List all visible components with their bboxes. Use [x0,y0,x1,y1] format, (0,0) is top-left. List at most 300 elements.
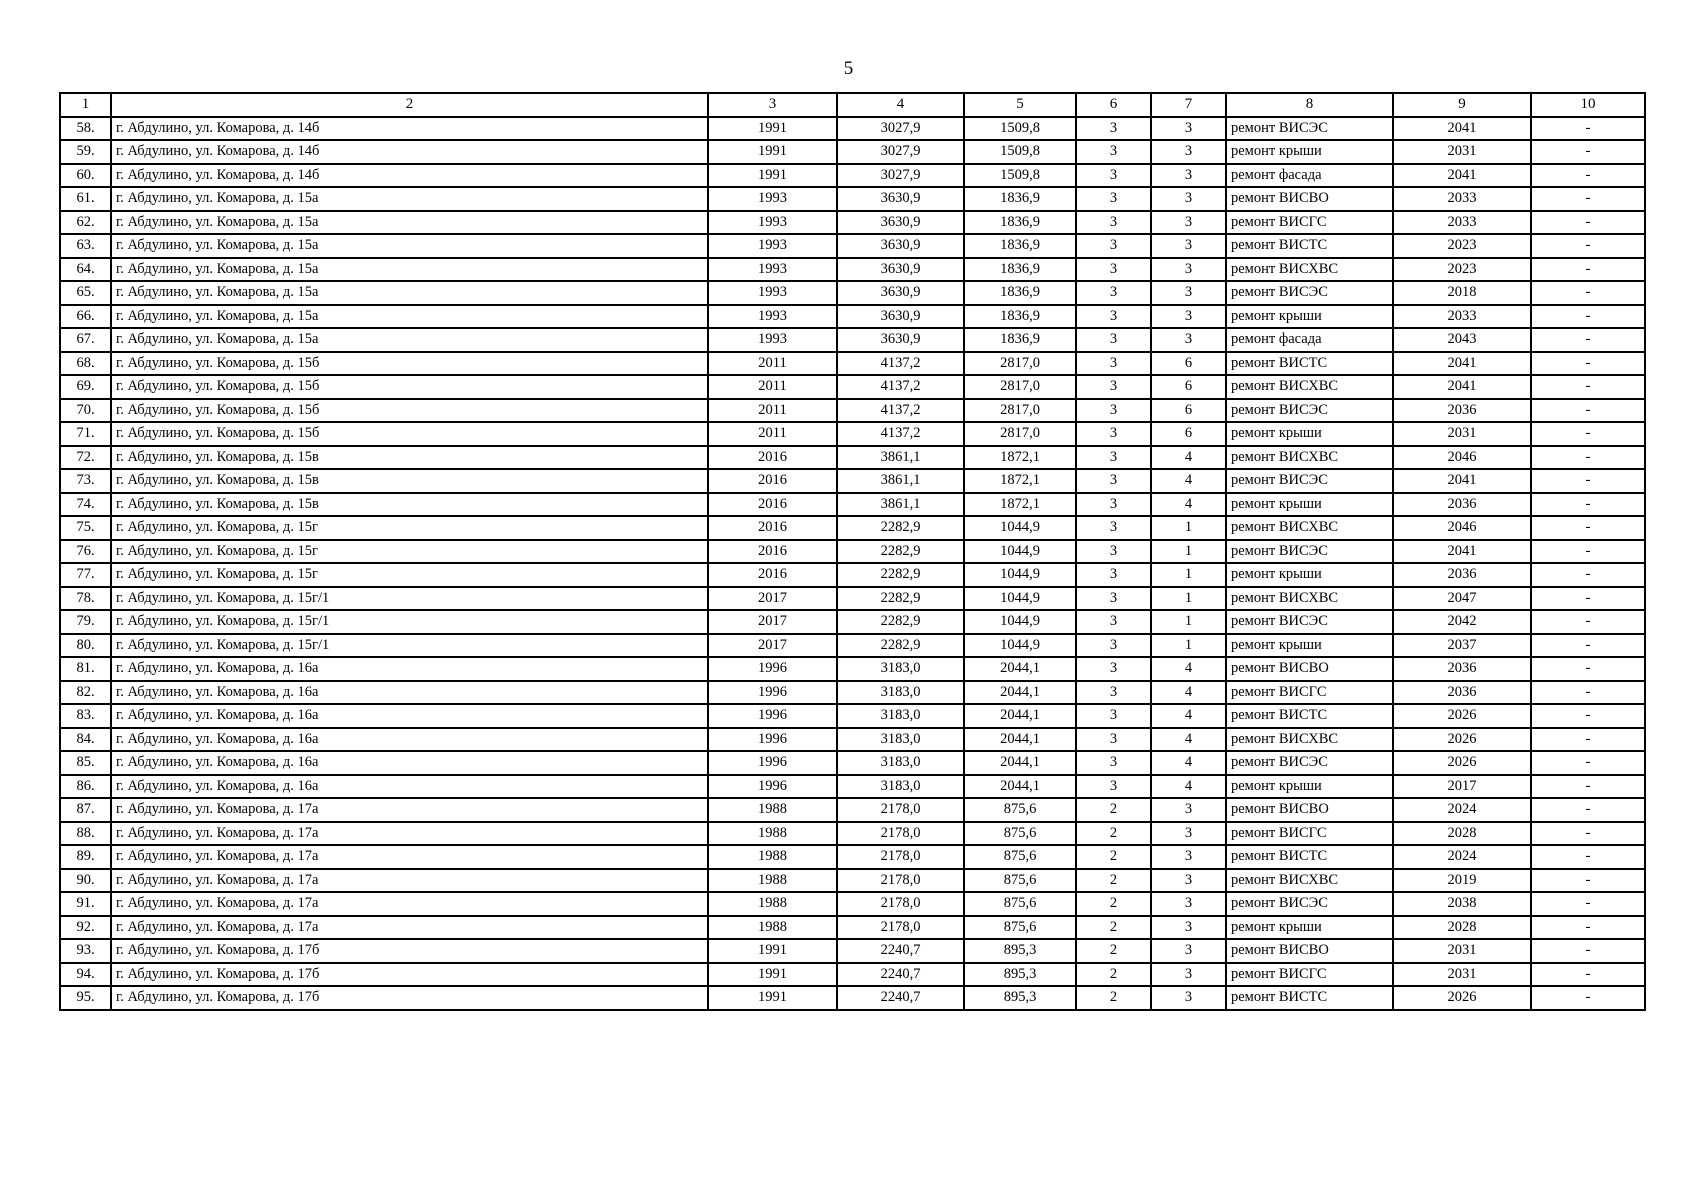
year-cell: 1991 [708,140,837,164]
column-header-9: 9 [1393,93,1531,117]
year-cell: 1991 [708,939,837,963]
floors-cell: 3 [1076,117,1151,141]
row-number-cell: 90. [60,869,111,893]
table-row [60,892,1645,916]
year-cell: 1993 [708,187,837,211]
area-living-cell: 875,6 [964,845,1076,869]
year-cell: 1991 [708,963,837,987]
address-cell: г. Абдулино, ул. Комарова, д. 17а [111,916,708,940]
work-type-cell: ремонт ВИСГС [1226,211,1393,235]
address-cell: г. Абдулино, ул. Комарова, д. 14б [111,117,708,141]
address-cell: г. Абдулино, ул. Комарова, д. 16а [111,657,708,681]
plan-year-cell: 2031 [1393,939,1531,963]
area-total-cell: 2178,0 [837,892,964,916]
area-living-cell: 1836,9 [964,305,1076,329]
floors-cell: 3 [1076,634,1151,658]
year-cell: 1991 [708,164,837,188]
row-number-cell: 73. [60,469,111,493]
area-living-cell: 2044,1 [964,657,1076,681]
year-cell: 1988 [708,798,837,822]
table-row [60,563,1645,587]
row-number-cell: 79. [60,610,111,634]
row-number-cell: 75. [60,516,111,540]
area-total-cell: 2282,9 [837,563,964,587]
floors-cell: 2 [1076,869,1151,893]
area-living-cell: 2044,1 [964,751,1076,775]
table-row [60,187,1645,211]
plan-year-cell: 2043 [1393,328,1531,352]
note-cell: - [1531,281,1645,305]
address-cell: г. Абдулино, ул. Комарова, д. 16а [111,704,708,728]
floors-cell: 3 [1076,305,1151,329]
work-type-cell: ремонт ВИСТС [1226,845,1393,869]
address-cell: г. Абдулино, ул. Комарова, д. 15г/1 [111,610,708,634]
row-number-cell: 74. [60,493,111,517]
floors-cell: 3 [1076,399,1151,423]
table-row [60,234,1645,258]
entrances-cell: 1 [1151,634,1226,658]
area-total-cell: 2282,9 [837,587,964,611]
note-cell: - [1531,681,1645,705]
area-total-cell: 3630,9 [837,328,964,352]
year-cell: 2017 [708,610,837,634]
table-row [60,634,1645,658]
note-cell: - [1531,704,1645,728]
address-cell: г. Абдулино, ул. Комарова, д. 15б [111,422,708,446]
address-cell: г. Абдулино, ул. Комарова, д. 15г [111,540,708,564]
note-cell: - [1531,728,1645,752]
register-table [59,92,1646,1011]
area-living-cell: 875,6 [964,822,1076,846]
area-total-cell: 2178,0 [837,845,964,869]
entrances-cell: 3 [1151,234,1226,258]
address-cell: г. Абдулино, ул. Комарова, д. 15а [111,258,708,282]
plan-year-cell: 2026 [1393,751,1531,775]
entrances-cell: 3 [1151,258,1226,282]
row-number-cell: 91. [60,892,111,916]
entrances-cell: 4 [1151,469,1226,493]
row-number-cell: 61. [60,187,111,211]
floors-cell: 2 [1076,798,1151,822]
row-number-cell: 89. [60,845,111,869]
table-row [60,986,1645,1010]
area-living-cell: 875,6 [964,892,1076,916]
year-cell: 1996 [708,704,837,728]
plan-year-cell: 2028 [1393,916,1531,940]
note-cell: - [1531,822,1645,846]
floors-cell: 3 [1076,234,1151,258]
area-living-cell: 1872,1 [964,493,1076,517]
note-cell: - [1531,587,1645,611]
entrances-cell: 6 [1151,422,1226,446]
floors-cell: 3 [1076,258,1151,282]
address-cell: г. Абдулино, ул. Комарова, д. 17а [111,845,708,869]
area-living-cell: 895,3 [964,986,1076,1010]
work-type-cell: ремонт крыши [1226,634,1393,658]
area-total-cell: 2282,9 [837,540,964,564]
plan-year-cell: 2026 [1393,728,1531,752]
year-cell: 2016 [708,469,837,493]
table-row [60,704,1645,728]
year-cell: 1988 [708,916,837,940]
area-living-cell: 1872,1 [964,469,1076,493]
plan-year-cell: 2036 [1393,493,1531,517]
plan-year-cell: 2031 [1393,422,1531,446]
work-type-cell: ремонт ВИСЭС [1226,751,1393,775]
floors-cell: 3 [1076,728,1151,752]
area-total-cell: 2178,0 [837,822,964,846]
area-total-cell: 4137,2 [837,399,964,423]
plan-year-cell: 2041 [1393,352,1531,376]
row-number-cell: 94. [60,963,111,987]
row-number-cell: 85. [60,751,111,775]
address-cell: г. Абдулино, ул. Комарова, д. 16а [111,775,708,799]
year-cell: 2017 [708,587,837,611]
table-row [60,305,1645,329]
work-type-cell: ремонт ВИСГС [1226,681,1393,705]
row-number-cell: 83. [60,704,111,728]
entrances-cell: 3 [1151,140,1226,164]
note-cell: - [1531,375,1645,399]
area-total-cell: 2240,7 [837,939,964,963]
work-type-cell: ремонт ВИСВО [1226,657,1393,681]
work-type-cell: ремонт крыши [1226,563,1393,587]
address-cell: г. Абдулино, ул. Комарова, д. 15а [111,281,708,305]
entrances-cell: 3 [1151,963,1226,987]
plan-year-cell: 2042 [1393,610,1531,634]
address-cell: г. Абдулино, ул. Комарова, д. 15а [111,305,708,329]
plan-year-cell: 2019 [1393,869,1531,893]
floors-cell: 3 [1076,422,1151,446]
floors-cell: 2 [1076,892,1151,916]
address-cell: г. Абдулино, ул. Комарова, д. 15а [111,211,708,235]
area-living-cell: 875,6 [964,916,1076,940]
floors-cell: 3 [1076,493,1151,517]
plan-year-cell: 2041 [1393,540,1531,564]
work-type-cell: ремонт крыши [1226,493,1393,517]
address-cell: г. Абдулино, ул. Комарова, д. 17а [111,892,708,916]
row-number-cell: 68. [60,352,111,376]
entrances-cell: 1 [1151,563,1226,587]
table-row [60,587,1645,611]
note-cell: - [1531,657,1645,681]
work-type-cell: ремонт крыши [1226,916,1393,940]
row-number-cell: 62. [60,211,111,235]
address-cell: г. Абдулино, ул. Комарова, д. 15б [111,375,708,399]
address-cell: г. Абдулино, ул. Комарова, д. 15г/1 [111,587,708,611]
column-header-8: 8 [1226,93,1393,117]
area-living-cell: 2044,1 [964,775,1076,799]
note-cell: - [1531,187,1645,211]
area-total-cell: 3861,1 [837,469,964,493]
area-total-cell: 2240,7 [837,963,964,987]
entrances-cell: 6 [1151,352,1226,376]
area-living-cell: 1044,9 [964,516,1076,540]
floors-cell: 3 [1076,681,1151,705]
floors-cell: 3 [1076,610,1151,634]
note-cell: - [1531,399,1645,423]
entrances-cell: 4 [1151,704,1226,728]
row-number-cell: 95. [60,986,111,1010]
address-cell: г. Абдулино, ул. Комарова, д. 16а [111,751,708,775]
work-type-cell: ремонт ВИСХВС [1226,375,1393,399]
floors-cell: 3 [1076,211,1151,235]
work-type-cell: ремонт ВИСХВС [1226,446,1393,470]
area-living-cell: 895,3 [964,963,1076,987]
table-row [60,610,1645,634]
entrances-cell: 1 [1151,587,1226,611]
table-row [60,117,1645,141]
entrances-cell: 3 [1151,986,1226,1010]
entrances-cell: 3 [1151,892,1226,916]
column-header-7: 7 [1151,93,1226,117]
table-row [60,211,1645,235]
area-living-cell: 2044,1 [964,728,1076,752]
floors-cell: 3 [1076,540,1151,564]
note-cell: - [1531,164,1645,188]
plan-year-cell: 2041 [1393,117,1531,141]
note-cell: - [1531,117,1645,141]
area-living-cell: 895,3 [964,939,1076,963]
entrances-cell: 1 [1151,540,1226,564]
entrances-cell: 6 [1151,399,1226,423]
area-living-cell: 2044,1 [964,704,1076,728]
year-cell: 1993 [708,281,837,305]
year-cell: 1996 [708,775,837,799]
row-number-cell: 87. [60,798,111,822]
year-cell: 2016 [708,446,837,470]
row-number-cell: 81. [60,657,111,681]
table-row [60,728,1645,752]
work-type-cell: ремонт ВИСХВС [1226,258,1393,282]
entrances-cell: 3 [1151,281,1226,305]
area-living-cell: 1836,9 [964,187,1076,211]
column-header-6: 6 [1076,93,1151,117]
note-cell: - [1531,963,1645,987]
address-cell: г. Абдулино, ул. Комарова, д. 17а [111,869,708,893]
year-cell: 2016 [708,563,837,587]
plan-year-cell: 2031 [1393,140,1531,164]
entrances-cell: 4 [1151,493,1226,517]
area-living-cell: 1836,9 [964,328,1076,352]
floors-cell: 3 [1076,587,1151,611]
year-cell: 1993 [708,211,837,235]
work-type-cell: ремонт крыши [1226,422,1393,446]
year-cell: 1996 [708,657,837,681]
row-number-cell: 67. [60,328,111,352]
table-row [60,375,1645,399]
floors-cell: 3 [1076,446,1151,470]
address-cell: г. Абдулино, ул. Комарова, д. 15в [111,446,708,470]
work-type-cell: ремонт ВИСЭС [1226,610,1393,634]
page-number: 5 [843,58,854,79]
year-cell: 1988 [708,892,837,916]
area-total-cell: 3861,1 [837,446,964,470]
floors-cell: 3 [1076,187,1151,211]
table-row [60,328,1645,352]
year-cell: 1996 [708,728,837,752]
address-cell: г. Абдулино, ул. Комарова, д. 15б [111,352,708,376]
area-living-cell: 1836,9 [964,281,1076,305]
work-type-cell: ремонт ВИСЭС [1226,399,1393,423]
area-total-cell: 4137,2 [837,422,964,446]
table-row [60,399,1645,423]
table-row [60,540,1645,564]
floors-cell: 3 [1076,704,1151,728]
note-cell: - [1531,916,1645,940]
address-cell: г. Абдулино, ул. Комарова, д. 15г [111,563,708,587]
entrances-cell: 3 [1151,211,1226,235]
column-header-10: 10 [1531,93,1645,117]
work-type-cell: ремонт ВИСХВС [1226,728,1393,752]
table-row [60,164,1645,188]
address-cell: г. Абдулино, ул. Комарова, д. 17б [111,939,708,963]
entrances-cell: 3 [1151,117,1226,141]
year-cell: 2011 [708,375,837,399]
note-cell: - [1531,869,1645,893]
floors-cell: 2 [1076,822,1151,846]
work-type-cell: ремонт ВИСГС [1226,963,1393,987]
note-cell: - [1531,258,1645,282]
work-type-cell: ремонт ВИСЭС [1226,117,1393,141]
year-cell: 2017 [708,634,837,658]
plan-year-cell: 2033 [1393,187,1531,211]
plan-year-cell: 2026 [1393,704,1531,728]
plan-year-cell: 2036 [1393,681,1531,705]
address-cell: г. Абдулино, ул. Комарова, д. 16а [111,728,708,752]
work-type-cell: ремонт ВИСЭС [1226,469,1393,493]
year-cell: 1996 [708,751,837,775]
table-row [60,516,1645,540]
table-row [60,493,1645,517]
entrances-cell: 3 [1151,328,1226,352]
address-cell: г. Абдулино, ул. Комарова, д. 15а [111,328,708,352]
address-cell: г. Абдулино, ул. Комарова, д. 17б [111,963,708,987]
note-cell: - [1531,798,1645,822]
table-body [60,117,1645,1010]
row-number-cell: 88. [60,822,111,846]
plan-year-cell: 2017 [1393,775,1531,799]
area-total-cell: 3630,9 [837,281,964,305]
area-living-cell: 1044,9 [964,540,1076,564]
work-type-cell: ремонт ВИСВО [1226,798,1393,822]
row-number-cell: 76. [60,540,111,564]
table-row [60,352,1645,376]
area-total-cell: 3183,0 [837,681,964,705]
year-cell: 2011 [708,422,837,446]
work-type-cell: ремонт ВИСТС [1226,704,1393,728]
work-type-cell: ремонт ВИСГС [1226,822,1393,846]
entrances-cell: 6 [1151,375,1226,399]
address-cell: г. Абдулино, ул. Комарова, д. 14б [111,140,708,164]
year-cell: 2011 [708,399,837,423]
address-cell: г. Абдулино, ул. Комарова, д. 15б [111,399,708,423]
entrances-cell: 1 [1151,516,1226,540]
row-number-cell: 78. [60,587,111,611]
note-cell: - [1531,892,1645,916]
row-number-cell: 82. [60,681,111,705]
table-row [60,798,1645,822]
plan-year-cell: 2038 [1393,892,1531,916]
row-number-cell: 71. [60,422,111,446]
work-type-cell: ремонт ВИСТС [1226,234,1393,258]
row-number-cell: 77. [60,563,111,587]
address-cell: г. Абдулино, ул. Комарова, д. 15а [111,234,708,258]
table-row [60,939,1645,963]
year-cell: 1991 [708,117,837,141]
row-number-cell: 69. [60,375,111,399]
address-cell: г. Абдулино, ул. Комарова, д. 17а [111,798,708,822]
floors-cell: 2 [1076,963,1151,987]
table-row [60,751,1645,775]
year-cell: 1988 [708,869,837,893]
area-living-cell: 1044,9 [964,563,1076,587]
area-total-cell: 3861,1 [837,493,964,517]
table-row [60,258,1645,282]
row-number-cell: 93. [60,939,111,963]
entrances-cell: 3 [1151,939,1226,963]
area-total-cell: 2178,0 [837,869,964,893]
note-cell: - [1531,986,1645,1010]
area-total-cell: 4137,2 [837,375,964,399]
entrances-cell: 4 [1151,681,1226,705]
year-cell: 1993 [708,234,837,258]
entrances-cell: 1 [1151,610,1226,634]
plan-year-cell: 2037 [1393,634,1531,658]
year-cell: 1993 [708,258,837,282]
area-living-cell: 2817,0 [964,399,1076,423]
work-type-cell: ремонт крыши [1226,140,1393,164]
work-type-cell: ремонт ВИСЭС [1226,540,1393,564]
plan-year-cell: 2023 [1393,234,1531,258]
floors-cell: 3 [1076,328,1151,352]
row-number-cell: 86. [60,775,111,799]
work-type-cell: ремонт крыши [1226,305,1393,329]
note-cell: - [1531,775,1645,799]
table-row [60,681,1645,705]
table-row [60,140,1645,164]
plan-year-cell: 2026 [1393,986,1531,1010]
address-cell: г. Абдулино, ул. Комарова, д. 15г [111,516,708,540]
year-cell: 1988 [708,845,837,869]
work-type-cell: ремонт ВИСХВС [1226,516,1393,540]
address-cell: г. Абдулино, ул. Комарова, д. 17а [111,822,708,846]
area-living-cell: 1836,9 [964,234,1076,258]
note-cell: - [1531,540,1645,564]
floors-cell: 3 [1076,352,1151,376]
note-cell: - [1531,234,1645,258]
area-total-cell: 3183,0 [837,657,964,681]
area-total-cell: 2178,0 [837,798,964,822]
note-cell: - [1531,939,1645,963]
area-living-cell: 1836,9 [964,211,1076,235]
plan-year-cell: 2041 [1393,375,1531,399]
column-header-5: 5 [964,93,1076,117]
entrances-cell: 3 [1151,164,1226,188]
row-number-cell: 60. [60,164,111,188]
address-cell: г. Абдулино, ул. Комарова, д. 15а [111,187,708,211]
floors-cell: 3 [1076,657,1151,681]
floors-cell: 3 [1076,281,1151,305]
area-living-cell: 1509,8 [964,164,1076,188]
plan-year-cell: 2023 [1393,258,1531,282]
row-number-cell: 80. [60,634,111,658]
note-cell: - [1531,563,1645,587]
area-total-cell: 2282,9 [837,516,964,540]
area-living-cell: 2817,0 [964,375,1076,399]
area-total-cell: 3630,9 [837,234,964,258]
year-cell: 1988 [708,822,837,846]
